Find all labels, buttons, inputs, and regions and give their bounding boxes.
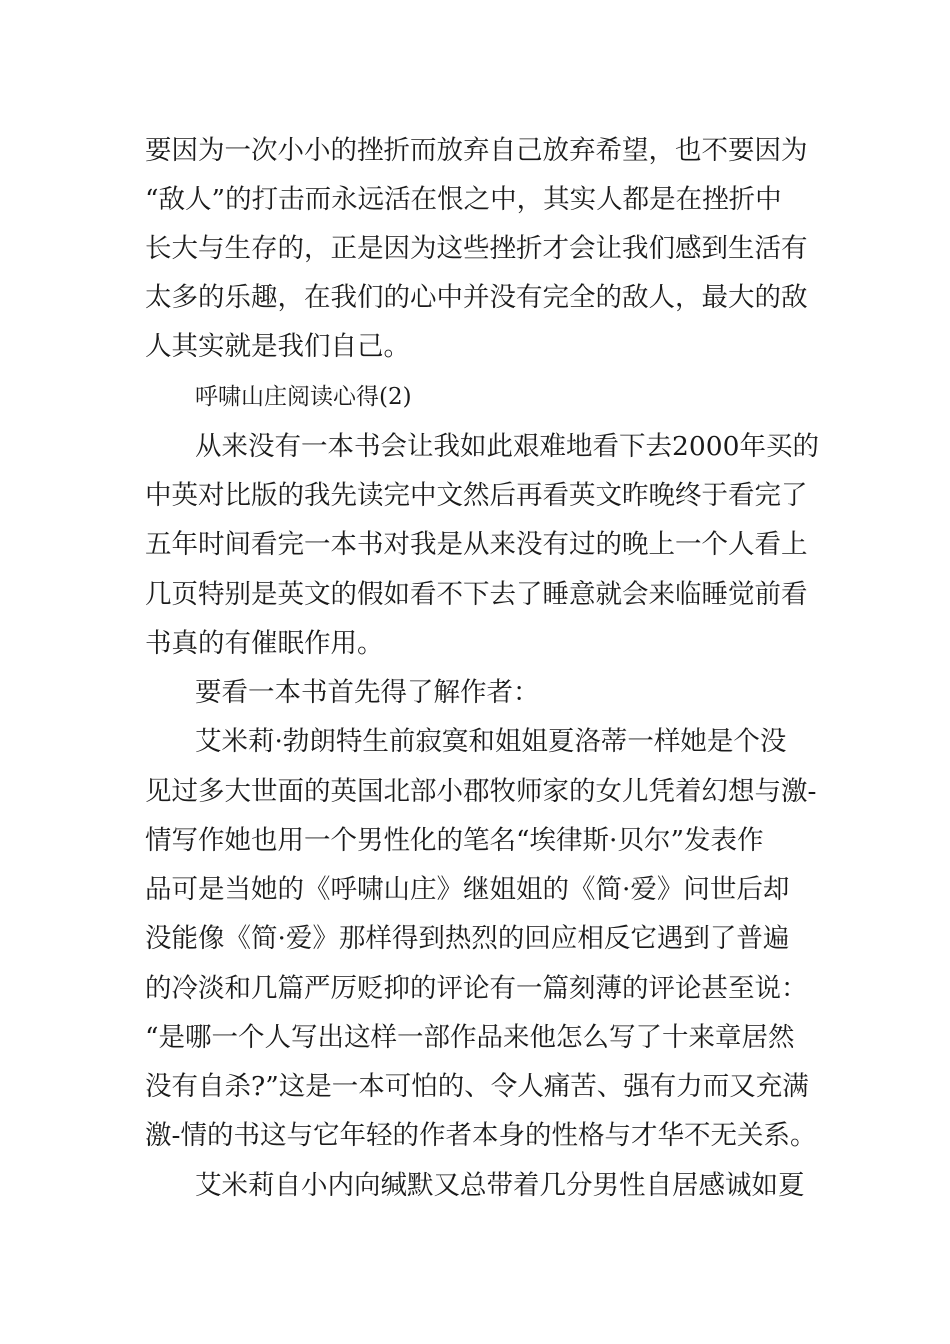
text-line: 书真的有催眠作用。 — [145, 628, 384, 659]
text-line: 人其实就是我们自己。 — [145, 331, 410, 362]
text-line: 长大与生存的，正是因为这些挫折才会让我们感到生活有 — [145, 233, 808, 264]
text-line: 的冷淡和几篇严厉贬抑的评论有一篇刻薄的评论甚至说： — [145, 973, 808, 1004]
text-line: 见过多大世面的英国北部小郡牧师家的女儿凭着幻想与激- — [145, 776, 817, 807]
text-line: 激-情的书这与它年轻的作者本身的性格与才华不无关系。 — [145, 1120, 817, 1151]
section-heading: 呼啸山庄阅读心得(2) — [195, 384, 412, 410]
text-line: 要因为一次小小的挫折而放弃自己放弃希望，也不要因为 — [145, 135, 808, 166]
text-line: 几页特别是英文的假如看不下去了睡意就会来临睡觉前看 — [145, 579, 808, 610]
text-line: “是哪一个人写出这样一部作品来他怎么写了十来章居然 — [145, 1022, 795, 1053]
text-line: 要看一本书首先得了解作者： — [195, 677, 540, 708]
text-line: 艾米莉自小内向缄默又总带着几分男性自居感诚如夏 — [195, 1170, 805, 1201]
text-line: 五年时间看完一本书对我是从来没有过的晚上一个人看上 — [145, 529, 808, 560]
text-line: 太多的乐趣，在我们的心中并没有完全的敌人，最大的敌 — [145, 282, 808, 313]
text-line: 没有自杀?”这是一本可怕的、令人痛苦、强有力而又充满 — [145, 1071, 809, 1102]
text-line: “敌人”的打击而永远活在恨之中，其实人都是在挫折中 — [145, 184, 782, 215]
text-line: 艾米莉·勃朗特生前寂寞和姐姐夏洛蒂一样她是个没 — [195, 726, 787, 757]
text-line: 情写作她也用一个男性化的笔名“埃律斯·贝尔”发表作 — [145, 825, 764, 856]
text-line: 品可是当她的《呼啸山庄》继姐姐的《简·爱》问世后却 — [145, 874, 790, 905]
text-line: 没能像《简·爱》那样得到热烈的回应相反它遇到了普遍 — [145, 923, 790, 954]
text-line: 中英对比版的我先读完中文然后再看英文昨晚终于看完了 — [145, 480, 808, 511]
text-line: 从来没有一本书会让我如此艰难地看下去2000年买的 — [195, 431, 819, 462]
